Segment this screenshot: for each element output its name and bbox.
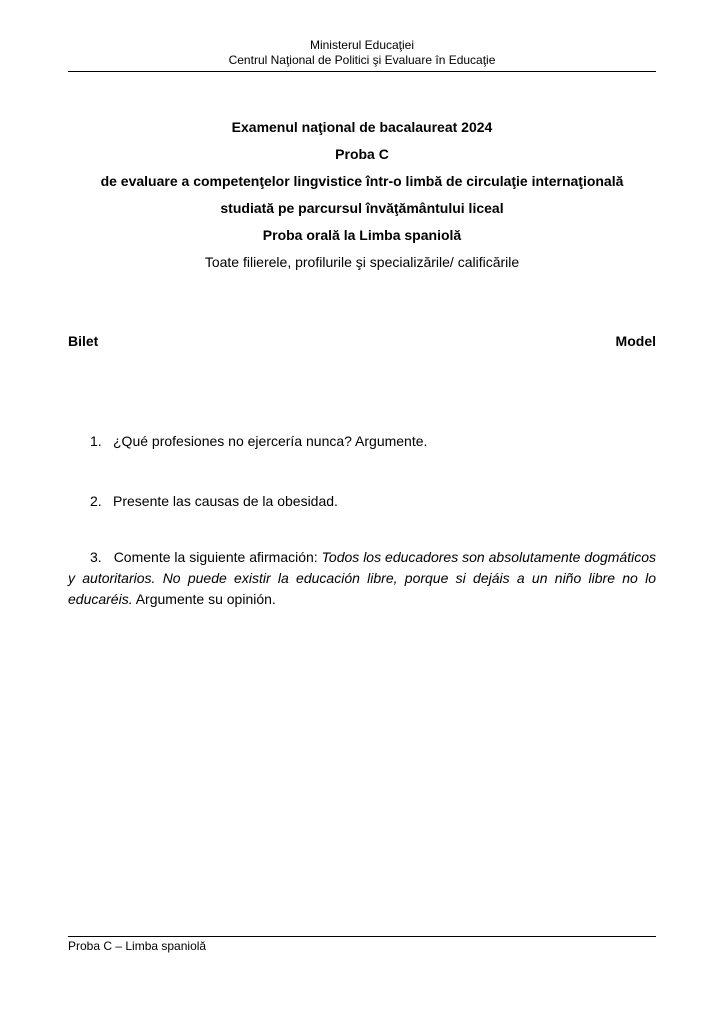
footer-text: Proba C – Limba spaniolă [68, 939, 207, 953]
document-footer [68, 936, 656, 954]
exam-language: Proba orală la Limba spaniolă [262, 227, 462, 243]
question-2-text: Presente las causas de la obesidad. [113, 493, 338, 509]
question-2-number: 2. [90, 493, 102, 509]
header-divider [68, 71, 656, 72]
question-3-number: 3. [90, 549, 102, 565]
question-3-prefix: Comente la siguiente afirmación: [113, 549, 322, 565]
exam-title: Examenul naţional de bacalaureat 2024 [231, 119, 493, 135]
exam-proba: Proba C [335, 146, 389, 162]
meta-row [68, 333, 656, 349]
model-label: Model [615, 333, 656, 349]
exam-scope: Toate filierele, profilurile şi specializările/ calificările [204, 254, 520, 270]
center-name: Centrul Naţional de Politici şi Evaluare în Educaţie [228, 53, 496, 67]
exam-description-line2: studiată pe parcursul învăţământului liceal [220, 200, 504, 216]
ministry-name: Ministerul Educaţiei [309, 38, 415, 52]
document-header [68, 38, 656, 68]
bilet-label: Bilet [68, 333, 99, 349]
question-1-text: ¿Qué profesiones no ejercería nunca? Argumente. [113, 433, 428, 449]
question-3-suffix: Argumente su opinión. [132, 591, 276, 607]
question-3-quote: Todos los educadores son absolutamente dogmáticos y autoritarios. No puede existir la educación libre, porque si dejáis a un niño libre no lo educaréis. [68, 549, 656, 607]
title-block [68, 119, 656, 270]
question-2 [90, 493, 656, 510]
question-3 [68, 547, 656, 610]
exam-description-line1: de evaluare a competenţelor lingvistice într-o limbă de circulaţie internaţională [100, 173, 624, 189]
question-1-number: 1. [90, 433, 102, 449]
question-1 [90, 433, 656, 450]
